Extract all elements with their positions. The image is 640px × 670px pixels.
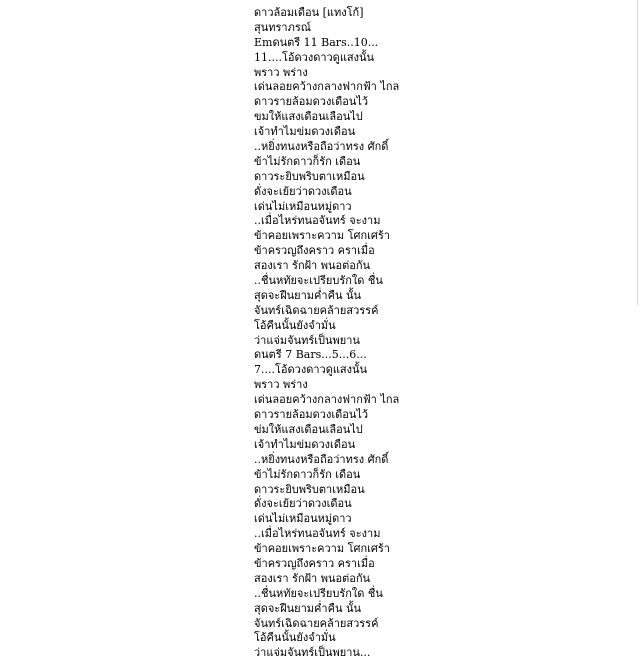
lyric-line: ..ชื่นหทัยจะเปรียบรักใด ชื่น: [254, 586, 383, 600]
song-title: ดาวล้อมเดือน [แทงโก้]: [254, 6, 364, 19]
lyric-line: สองเรา รักฝ้า พนอต่อกัน: [254, 259, 371, 273]
scrollbar-edge: [637, 0, 638, 305]
lyrics-text-block: [254, 6, 399, 661]
lyric-line: เด่นไม่เหมือนหมู่ดาว: [254, 512, 352, 526]
lyric-line: ดั่งจะเย้ยว่าดวงเดือน: [254, 184, 352, 198]
lyric-line: ..ชื่นหทัยจะเปรียบรักใด ชื่น: [254, 274, 383, 288]
lyric-line: ขมให้แสงเดือนเลือนไป: [254, 110, 363, 124]
lyric-line: ดาวระยิบพริบตาเหมือน: [254, 482, 365, 496]
lyric-line: โอ้คืนนั้นยังจำมั่น: [254, 318, 336, 332]
song-artist: สุนทราภรณ์: [254, 20, 311, 34]
lyric-line: ข้าไม่รักดาวก็รัก เดือน: [254, 154, 361, 168]
lyric-line: ข้าคอยเพราะความ โศกเศร้า: [254, 229, 390, 243]
lyric-line: ..หยิ่งทนงหรือถือว่าทรง ศักดิ์: [254, 140, 389, 154]
lyric-line: 7....โอ้ดวงดาวดูแสงนั้น: [254, 363, 368, 377]
lyric-line: ข้าครวญถึงคราว คราเมื่อ: [254, 556, 375, 570]
lyric-line: เด่นลอยคว้างกลางฟากฟ้า ไกล: [254, 393, 400, 407]
lyric-line: ข่มให้แสงเดือนเลือนไป: [254, 422, 363, 436]
lyric-line: สุดจะฝืนยามค่ำคืน นั้น: [254, 601, 361, 615]
lyric-line: 11....โอ้ดวงดาวดูแสงนั้น: [254, 50, 375, 64]
lyric-line: เด่นไม่เหมือนหมู่ดาว: [254, 199, 352, 213]
lyric-line: ..เมื่อไหร่ทนอจันทร์ จะงาม: [254, 214, 381, 228]
lyric-line: ..หยิ่งทนงหรือถือว่าทรง ศักดิ์: [254, 452, 389, 466]
lyric-line: ดาวรายล้อมดวงเดือนไว้: [254, 95, 369, 109]
lyric-line: ว่าแจ่มจันทร์เป็นพยาน...: [254, 646, 371, 660]
lyric-line: เด่นลอยคว้างกลางฟากฟ้า ไกล: [254, 80, 400, 94]
lyric-line: ว่าแจ่มจันทร์เป็นพยาน: [254, 333, 360, 347]
lyric-line: สุดจะฝืนยามค่ำคืน นั้น: [254, 288, 361, 302]
lyric-line: ..เมื่อไหร่ทนอจันทร์ จะงาม: [254, 527, 381, 541]
lyric-line: เจ้าทำไมข่มดวงเดือน: [254, 125, 356, 139]
lyric-line: พราว พร่าง: [254, 65, 308, 79]
lyric-line: จันทร์เฉิดฉายคล้ายสวรรค์: [254, 303, 379, 317]
lyric-line: Emดนตรี 11 Bars..10...: [254, 35, 379, 49]
lyric-line: โอ้คืนนั้นยังจำมั่น: [254, 631, 336, 645]
lyric-line: ข้าคอยเพราะความ โศกเศร้า: [254, 542, 390, 556]
lyric-line: ดนตรี 7 Bars...5...6...: [254, 348, 367, 362]
lyric-line: ดาวรายล้อมดวงเดือนไว้: [254, 408, 369, 422]
lyric-line: ดั่งจะเย้ยว่าดวงเดือน: [254, 497, 352, 511]
lyric-line: พราว พร่าง: [254, 378, 308, 392]
lyric-line: เจ้าทำไมข่มดวงเดือน: [254, 437, 356, 451]
lyric-line: ดาวระยิบพริบตาเหมือน: [254, 169, 365, 183]
lyric-line: จันทร์เฉิดฉายคล้ายสวรรค์: [254, 616, 379, 630]
lyric-line: ข้าไม่รักดาวก็รัก เดือน: [254, 467, 361, 481]
lyric-line: ข้าครวญถึงคราว คราเมื่อ: [254, 244, 375, 258]
lyric-line: สองเรา รักฝ้า พนอต่อกัน: [254, 571, 371, 585]
